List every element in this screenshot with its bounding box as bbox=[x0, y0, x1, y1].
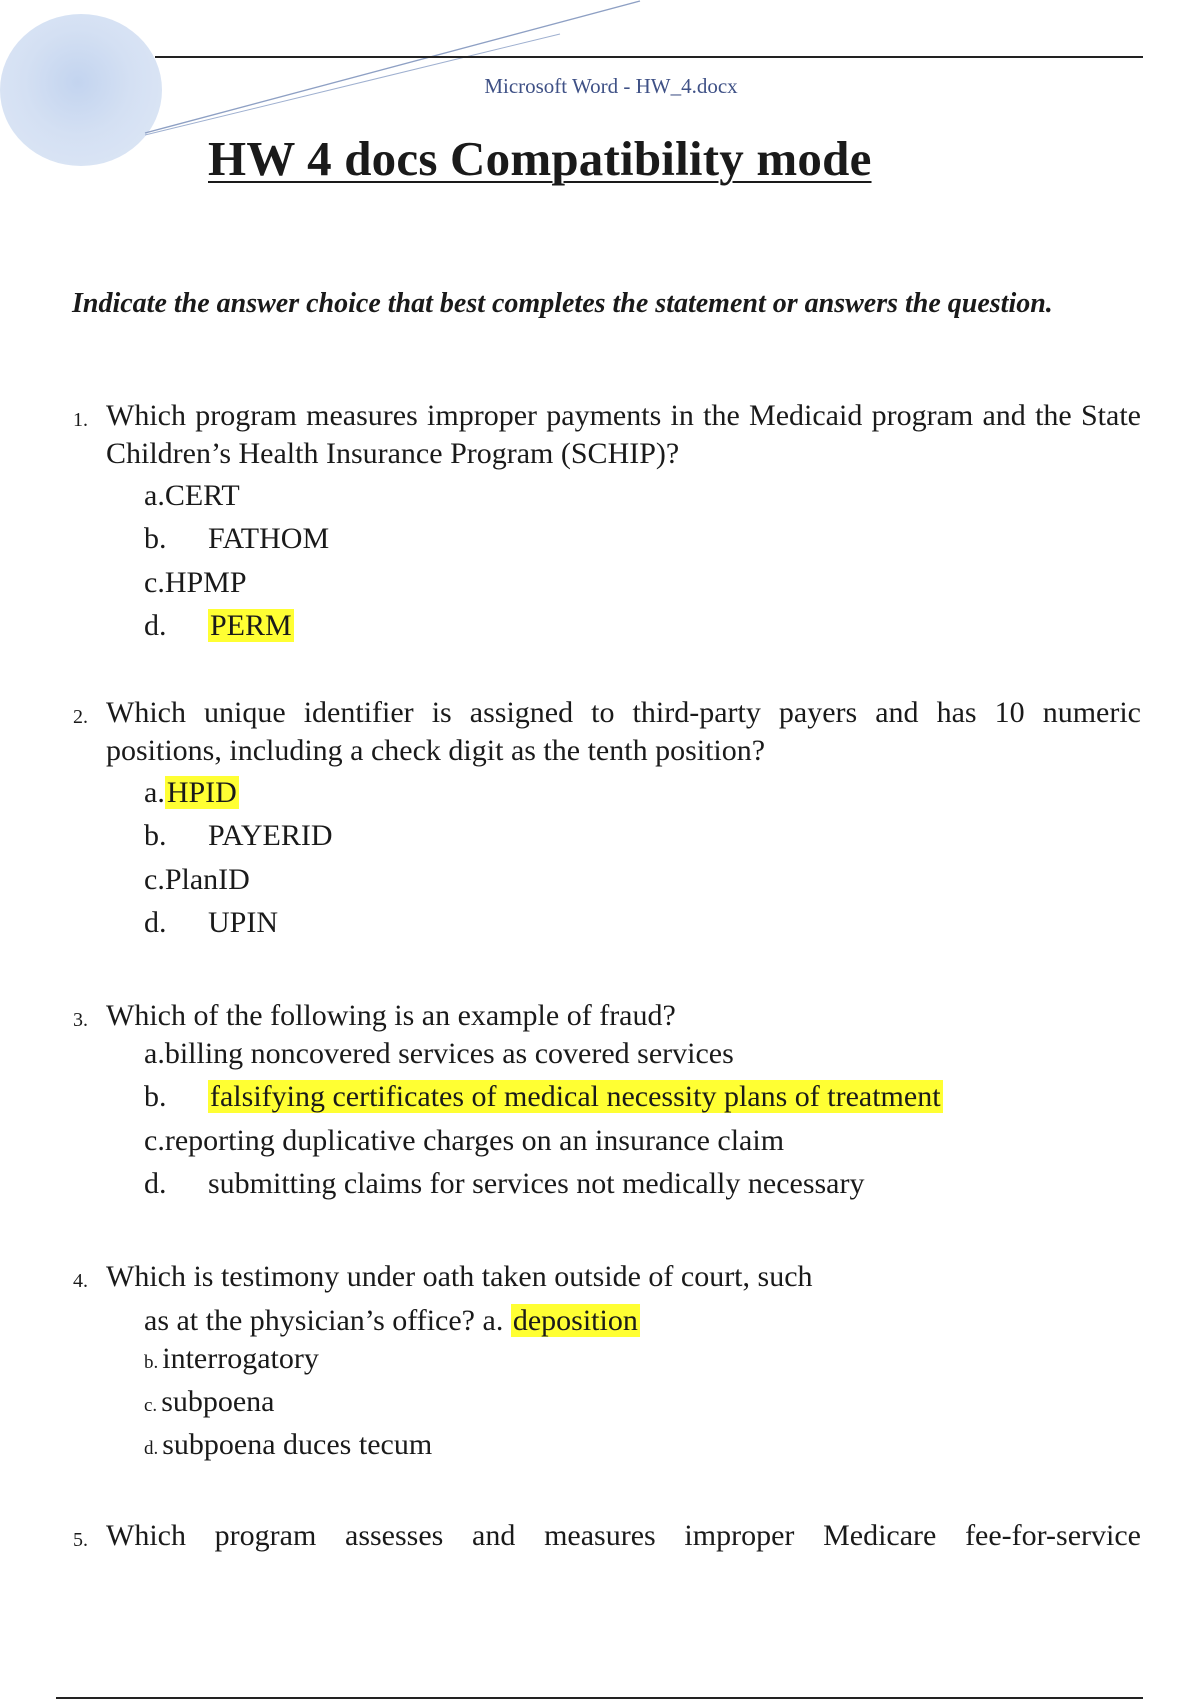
option-2c[interactable]: c.PlanID bbox=[144, 863, 250, 896]
question-text: Which unique identifier is assigned to third-party payers and has 10 numeric positions, including a check digit as the tenth position? bbox=[106, 696, 1141, 767]
option-1d[interactable]: d. PERM bbox=[144, 609, 292, 642]
question-text-continued-with-option-4a: as at the physician’s office? a. deposition bbox=[144, 1304, 638, 1337]
question-number: 2. bbox=[73, 706, 88, 728]
question-number: 5. bbox=[73, 1529, 88, 1551]
question-number: 3. bbox=[73, 1009, 88, 1031]
highlighted-answer: falsifying certificates of medical necessity plans of treatment bbox=[210, 1080, 941, 1113]
question-text: Which of the following is an example of fraud? bbox=[106, 999, 676, 1032]
question-number: 1. bbox=[73, 409, 88, 431]
option-3d[interactable]: d. submitting claims for services not medically necessary bbox=[144, 1167, 865, 1200]
option-4a[interactable]: a. deposition bbox=[482, 1304, 638, 1337]
footer-rule bbox=[56, 1697, 1143, 1699]
option-4b[interactable]: b. interrogatory bbox=[144, 1342, 319, 1375]
document-header: Microsoft Word - HW_4.docx bbox=[484, 74, 738, 98]
highlighted-answer: deposition bbox=[512, 1304, 638, 1337]
option-1b[interactable]: b. FATHOM bbox=[144, 522, 330, 555]
highlighted-answer: PERM bbox=[210, 609, 292, 642]
option-1a[interactable]: a.CERT bbox=[144, 479, 240, 512]
instructions: Indicate the answer choice that best completes the statement or answers the question. bbox=[72, 288, 1053, 319]
option-2a[interactable]: a.HPID bbox=[144, 776, 237, 809]
option-1c[interactable]: c.HPMP bbox=[144, 566, 247, 599]
highlighted-answer: HPID bbox=[166, 776, 237, 809]
question-text: Which is testimony under oath taken outside of court, such bbox=[106, 1260, 813, 1293]
option-3b[interactable]: b. falsifying certificates of medical necessity plans of treatment bbox=[144, 1080, 941, 1113]
decorative-lines bbox=[0, 0, 700, 140]
page-title: HW 4 docs Compatibility mode bbox=[208, 131, 872, 186]
option-4d[interactable]: d. subpoena duces tecum bbox=[144, 1428, 433, 1461]
header-rule bbox=[155, 56, 1143, 58]
option-4c[interactable]: c. subpoena bbox=[144, 1385, 275, 1418]
question-text: Which program assesses and measures improper Medicare fee-for-service bbox=[106, 1519, 1141, 1552]
question-number: 4. bbox=[73, 1270, 88, 1292]
option-2d[interactable]: d. UPIN bbox=[144, 906, 279, 939]
question-text: Which program measures improper payments in the Medicaid program and the State Children’s Health Insurance Program (SCHIP)? bbox=[106, 399, 1141, 470]
option-3a[interactable]: a.billing noncovered services as covered services bbox=[144, 1037, 734, 1070]
option-2b[interactable]: b. PAYERID bbox=[144, 819, 333, 852]
option-3c[interactable]: c.reporting duplicative charges on an insurance claim bbox=[144, 1124, 785, 1157]
